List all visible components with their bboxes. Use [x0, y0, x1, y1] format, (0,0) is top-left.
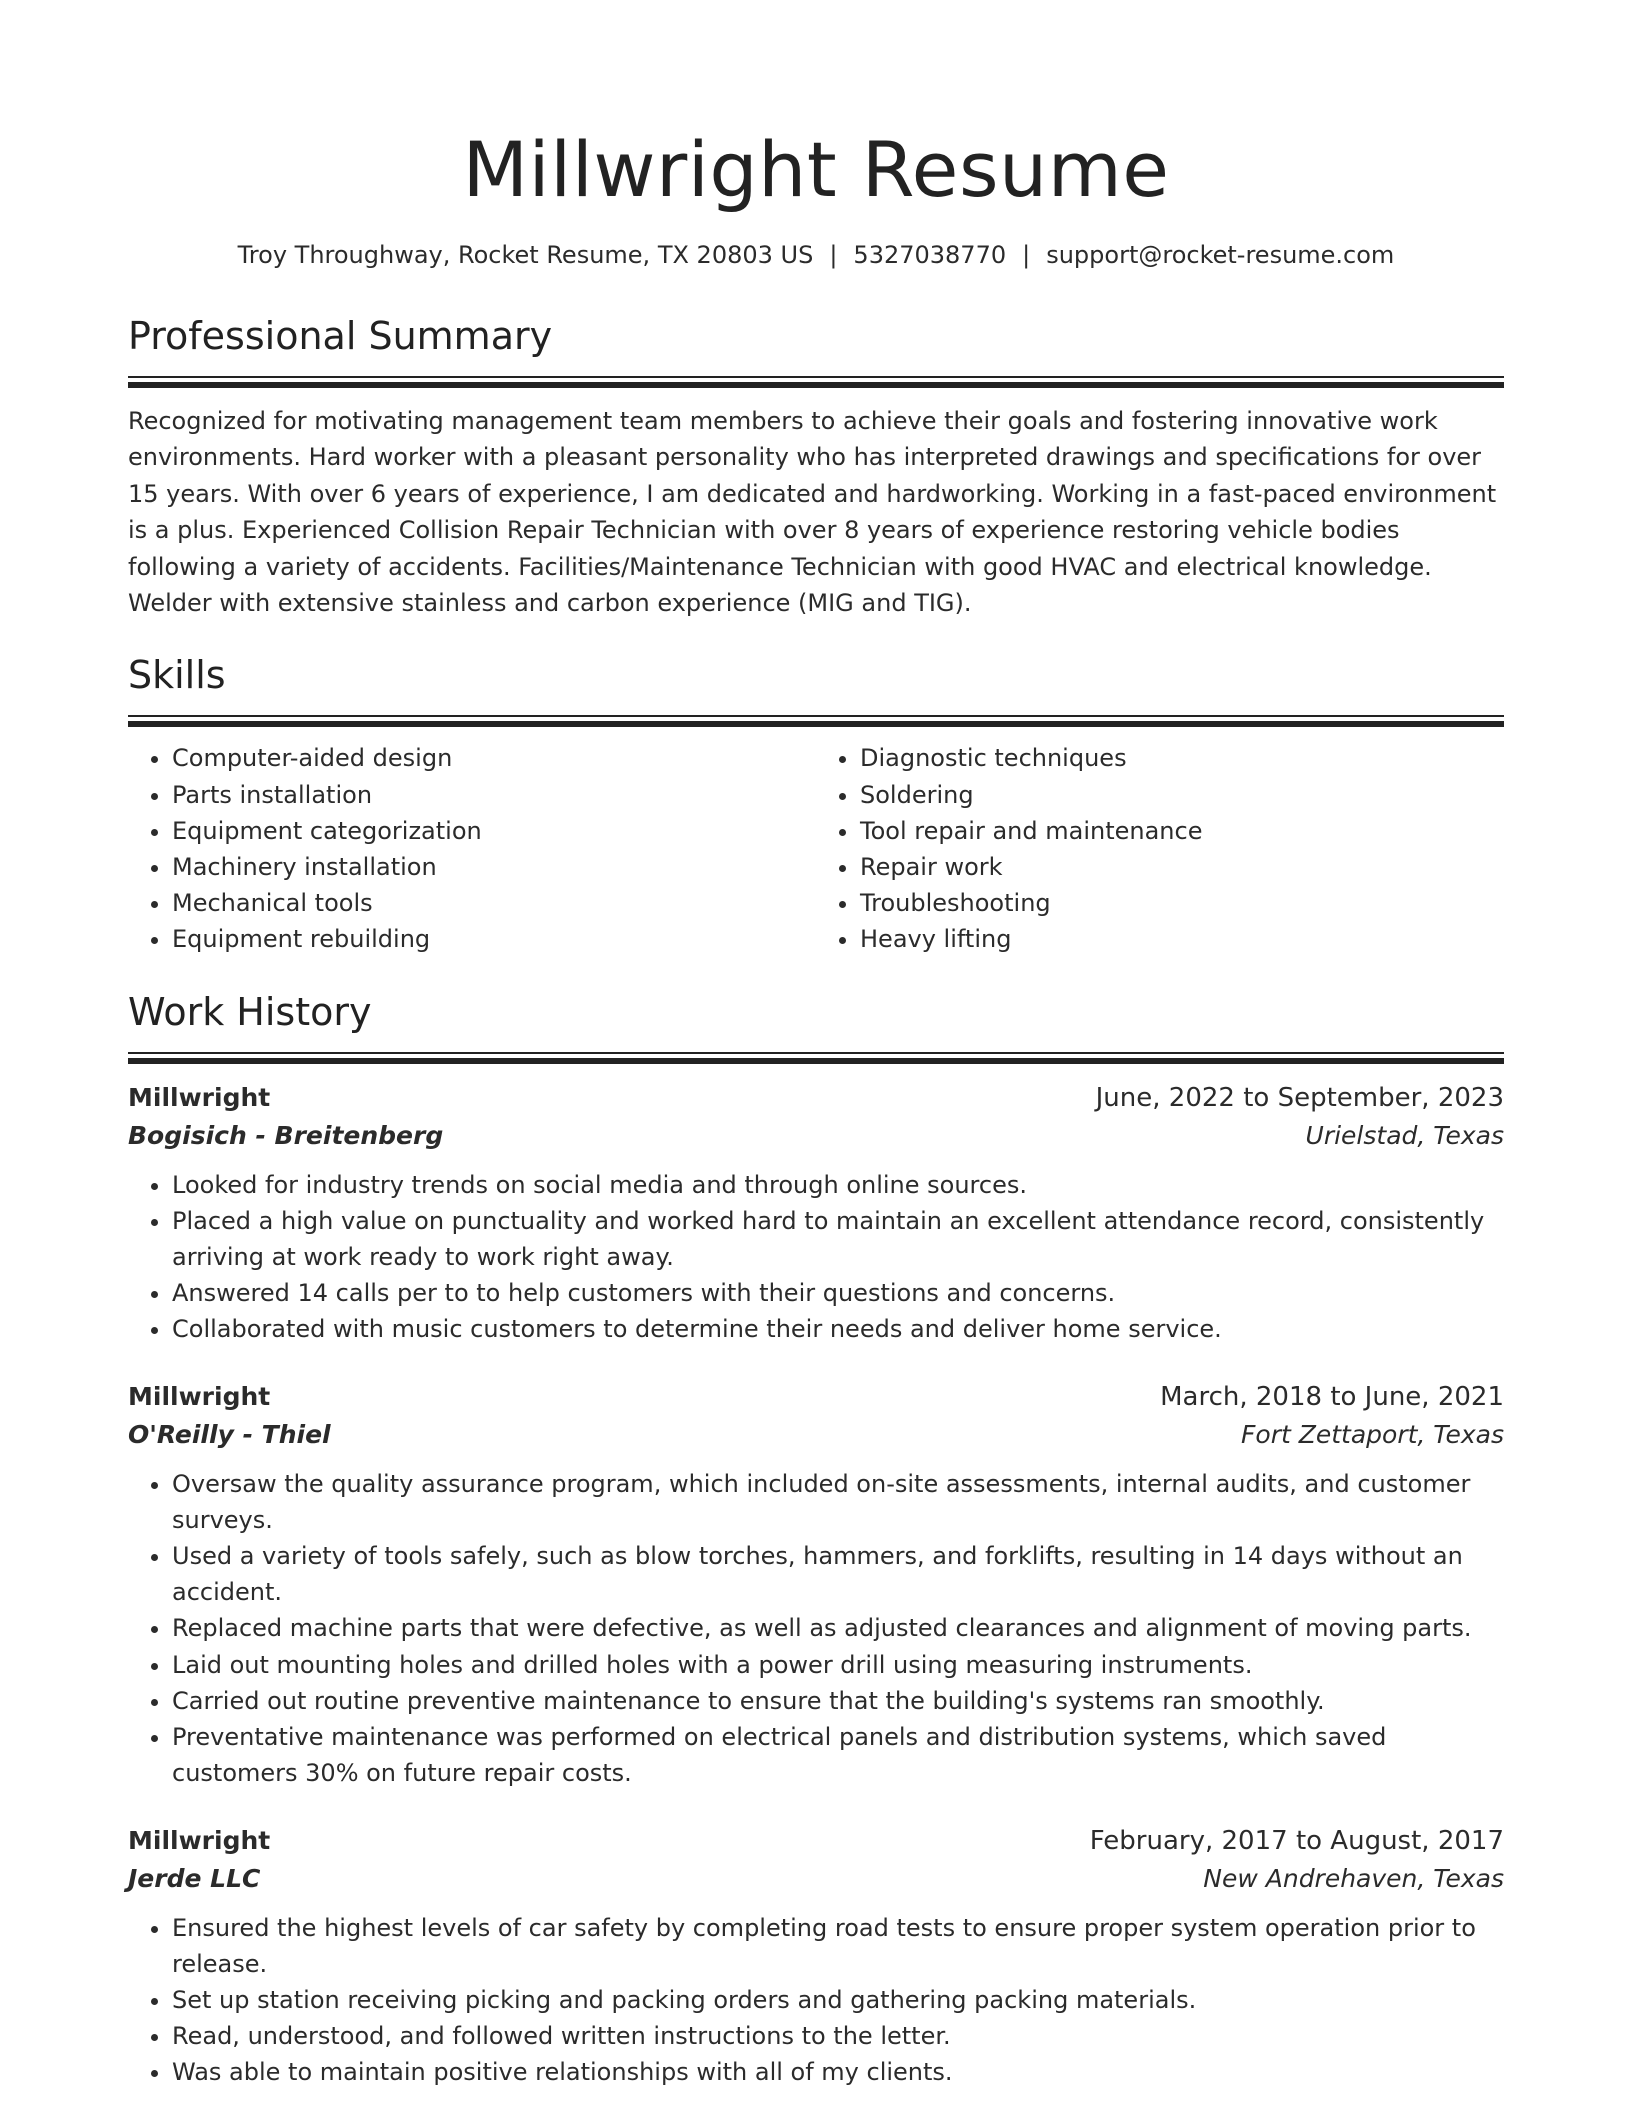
- job-header-row: [128, 1079, 1504, 1117]
- job-bullets: [128, 1167, 1504, 1348]
- job-header-row: [128, 1822, 1504, 1860]
- job-company: Bogisich - Breitenberg: [128, 1120, 444, 1150]
- job-bullet: • Looked for industry trends on social media and through online sources.: [172, 1167, 1504, 1203]
- job-location: Fort Zettaport, Texas: [1241, 1419, 1504, 1449]
- skill-item: • Parts installation: [172, 777, 816, 813]
- job-bullet: • Replaced machine parts that were defective, as well as adjusted clearances and alignment of moving parts.: [172, 1610, 1504, 1646]
- skill-item: • Equipment rebuilding: [172, 921, 816, 957]
- job-bullets: [128, 1466, 1504, 1792]
- contact-line: [128, 238, 1504, 272]
- contact-email: support@rocket-resume.com: [1046, 241, 1395, 269]
- job-entry: [128, 1378, 1504, 1792]
- section-heading-skills: Skills: [128, 653, 226, 698]
- job-bullet: • Answered 14 calls per to to help customers with their questions and concerns.: [172, 1275, 1504, 1311]
- resume-page: [128, 0, 1504, 2091]
- skill-item: • Troubleshooting: [860, 885, 1504, 921]
- summary-text: Recognized for motivating management team members to achieve their goals and fostering innovative work environments. Hard worker with a pleasant personality who has interpreted drawings and specifications for over 15 years. With over 6 years of experience, I am dedicated and hardworking. Working in a fast-paced environment is a plus. Experienced Collision Repair Technician with over 8 years of experience restoring vehicle bodies following a variety of accidents. Facilities/Maintenance Technician with good HVAC and electrical knowledge. Welder with extensive stainless and carbon experience (MIG and TIG).: [128, 407, 1497, 618]
- contact-separator: |: [1022, 241, 1031, 269]
- job-company-row: [128, 1860, 1504, 1898]
- work-history-section: [128, 986, 1504, 2091]
- section-heading-work: Work History: [128, 989, 372, 1034]
- job-dates: February, 2017 to August, 2017: [1089, 1825, 1504, 1856]
- skills-list-left: [128, 740, 816, 957]
- job-bullet: • Set up station receiving picking and packing orders and gathering packing materials.: [172, 1982, 1504, 2018]
- job-header-row: [128, 1378, 1504, 1416]
- job-title: Millwright: [128, 1825, 271, 1855]
- job-bullet: • Laid out mounting holes and drilled holes with a power drill using measuring instruments.: [172, 1647, 1504, 1683]
- skills-section: [128, 649, 1504, 957]
- skill-item: • Mechanical tools: [172, 885, 816, 921]
- job-bullet: • Read, understood, and followed written instructions to the letter.: [172, 2018, 1504, 2054]
- professional-summary-section: [128, 310, 1504, 621]
- job-entry: [128, 1079, 1504, 1348]
- skills-columns: [128, 740, 1504, 957]
- page-title: Millwright Resume: [462, 125, 1170, 214]
- skill-item: • Heavy lifting: [860, 921, 1504, 957]
- skill-item: • Repair work: [860, 849, 1504, 885]
- skills-list-right: [816, 740, 1504, 957]
- skill-item: • Soldering: [860, 777, 1504, 813]
- job-bullet: • Carried out routine preventive maintenance to ensure that the building's systems ran smoothly.: [172, 1683, 1504, 1719]
- job-bullets: [128, 1910, 1504, 2091]
- skill-item: • Diagnostic techniques: [860, 740, 1504, 776]
- job-location: New Andrehaven, Texas: [1203, 1863, 1504, 1893]
- skill-item: • Computer-aided design: [172, 740, 816, 776]
- job-bullet: • Ensured the highest levels of car safety by completing road tests to ensure proper system operation prior to release.: [172, 1910, 1504, 1982]
- job-company-row: [128, 1117, 1504, 1155]
- job-bullet: • Placed a high value on punctuality and worked hard to maintain an excellent attendance record, consistently arriving at work ready to work right away.: [172, 1203, 1504, 1275]
- job-entry: [128, 1822, 1504, 2091]
- job-bullet: • Preventative maintenance was performed on electrical panels and distribution systems, which saved customers 30% on future repair costs.: [172, 1719, 1504, 1791]
- contact-phone: 5327038770: [853, 241, 1007, 269]
- skill-item: • Machinery installation: [172, 849, 816, 885]
- job-company: O'Reilly - Thiel: [128, 1419, 331, 1449]
- job-company-row: [128, 1416, 1504, 1454]
- job-bullet: • Oversaw the quality assurance program, which included on-site assessments, internal audits, and customer surveys.: [172, 1466, 1504, 1538]
- skill-item: • Equipment categorization: [172, 813, 816, 849]
- job-dates: March, 2018 to June, 2021: [1160, 1381, 1504, 1412]
- job-title: Millwright: [128, 1082, 271, 1112]
- section-heading-summary: Professional Summary: [128, 314, 553, 358]
- job-bullet: • Collaborated with music customers to determine their needs and deliver home service.: [172, 1311, 1504, 1347]
- section-divider: [128, 1052, 1504, 1063]
- section-divider: [128, 376, 1504, 387]
- job-title: Millwright: [128, 1381, 271, 1411]
- skill-item: • Tool repair and maintenance: [860, 813, 1504, 849]
- contact-separator: |: [829, 241, 838, 269]
- job-bullet: • Was able to maintain positive relationships with all of my clients.: [172, 2054, 1504, 2090]
- job-location: Urielstad, Texas: [1305, 1120, 1504, 1150]
- contact-address: Troy Throughway, Rocket Resume, TX 20803 US: [237, 241, 814, 269]
- job-bullet: • Used a variety of tools safely, such as blow torches, hammers, and forklifts, resulting in 14 days without an accident.: [172, 1538, 1504, 1610]
- section-divider: [128, 715, 1504, 726]
- job-dates: June, 2022 to September, 2023: [1095, 1082, 1504, 1113]
- job-company: Jerde LLC: [128, 1863, 261, 1893]
